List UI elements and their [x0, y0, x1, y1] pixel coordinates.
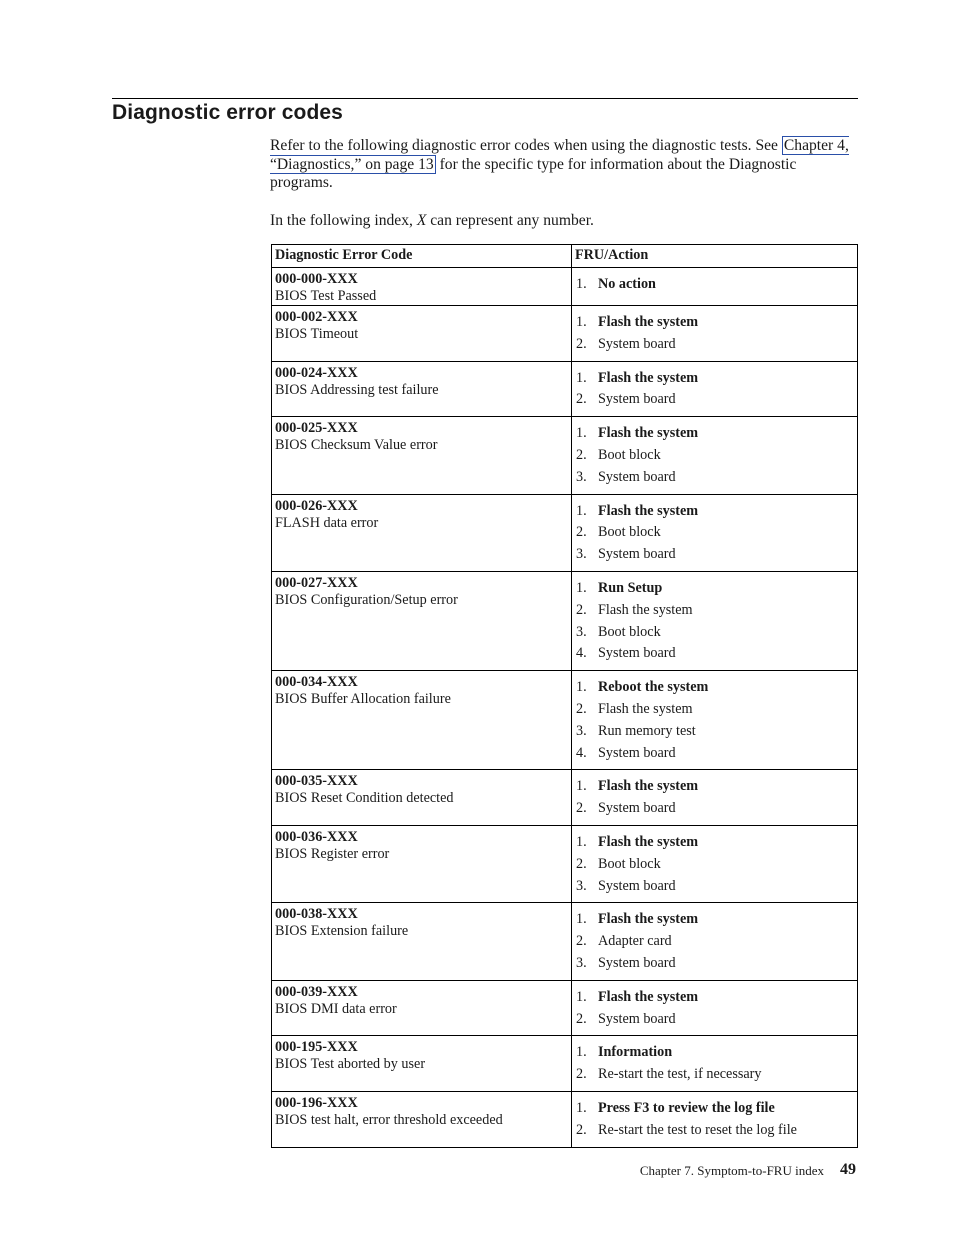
- action-item: [576, 312, 853, 334]
- intro-paragraph: [270, 137, 860, 193]
- action-item: [576, 1064, 853, 1086]
- action-number: 3.: [576, 468, 587, 485]
- action-text: Adapter card: [598, 933, 672, 950]
- action-text: Flash the system: [598, 601, 693, 618]
- error-code: 000-024-XXX: [275, 364, 358, 381]
- action-number: 3.: [576, 954, 587, 971]
- fru-action-cell: [572, 268, 858, 306]
- action-text: System board: [598, 391, 676, 408]
- error-description: BIOS Checksum Value error: [275, 437, 438, 454]
- action-text: System board: [598, 877, 676, 894]
- action-number: 2.: [576, 700, 587, 717]
- table-row: [272, 903, 858, 980]
- action-item: [576, 274, 853, 296]
- action-list: [576, 1098, 853, 1142]
- index-note: [270, 212, 594, 230]
- action-number: 4.: [576, 645, 587, 662]
- action-text: Boot block: [598, 446, 661, 463]
- error-description: BIOS Register error: [275, 845, 390, 862]
- error-code-table: [271, 244, 858, 1148]
- action-number: 4.: [576, 744, 587, 761]
- error-code-cell: [272, 1091, 572, 1147]
- fru-action-cell: [572, 571, 858, 670]
- error-code-cell: [272, 671, 572, 770]
- action-text: Flash the system: [598, 700, 693, 717]
- action-text: Reboot the system: [598, 679, 709, 696]
- fru-action-cell: [572, 825, 858, 902]
- action-number: 3.: [576, 623, 587, 640]
- error-code-cell: [272, 825, 572, 902]
- error-description: BIOS test halt, error threshold exceeded: [275, 1111, 503, 1128]
- error-description: BIOS Extension failure: [275, 923, 409, 940]
- action-item: [576, 423, 853, 445]
- action-number: 2.: [576, 391, 587, 408]
- action-item: [576, 909, 853, 931]
- action-text: Information: [598, 1044, 673, 1061]
- action-list: [576, 987, 853, 1031]
- action-text: Press F3 to review the log file: [598, 1099, 775, 1116]
- error-code-cell: [272, 306, 572, 362]
- action-number: 1.: [576, 988, 587, 1005]
- action-text: Boot block: [598, 524, 661, 541]
- intro-text-1: Refer to the following diagnostic error codes when using the diagnostic tests. See: [270, 137, 782, 154]
- error-description: FLASH data error: [275, 514, 379, 531]
- error-code: 000-195-XXX: [275, 1039, 358, 1056]
- action-item: [576, 600, 853, 622]
- action-text: Flash the system: [598, 833, 699, 850]
- action-list: [576, 1042, 853, 1086]
- action-item: [576, 931, 853, 953]
- table-row: [272, 361, 858, 417]
- action-item: [576, 389, 853, 411]
- action-number: 2.: [576, 933, 587, 950]
- error-code: 000-034-XXX: [275, 674, 358, 691]
- action-number: 1.: [576, 679, 587, 696]
- action-number: 1.: [576, 833, 587, 850]
- index-variable: X: [416, 212, 427, 229]
- action-item: [576, 876, 853, 898]
- error-code-cell: [272, 571, 572, 670]
- error-code: 000-035-XXX: [275, 773, 358, 790]
- error-description: BIOS Reset Condition detected: [275, 790, 454, 807]
- action-item: [576, 854, 853, 876]
- action-number: 3.: [576, 546, 587, 563]
- action-item: [576, 1042, 853, 1064]
- error-code-cell: [272, 417, 572, 494]
- action-text: System board: [598, 800, 676, 817]
- header-fru-action: FRU/Action: [572, 245, 858, 268]
- error-code: 000-025-XXX: [275, 420, 358, 437]
- action-list: [576, 776, 853, 820]
- action-text: Flash the system: [598, 502, 699, 519]
- action-item: [576, 987, 853, 1009]
- error-code: 000-000-XXX: [275, 271, 358, 287]
- table-body: [272, 268, 858, 1148]
- error-code: 000-026-XXX: [275, 497, 358, 514]
- error-code-cell: [272, 770, 572, 826]
- fru-action-cell: [572, 306, 858, 362]
- error-code: 000-196-XXX: [275, 1094, 358, 1111]
- action-text: Re-start the test, if necessary: [598, 1066, 762, 1083]
- fru-action-cell: [572, 1036, 858, 1092]
- action-list: [576, 909, 853, 974]
- table-row: [272, 980, 858, 1036]
- action-text: System board: [598, 954, 676, 971]
- action-number: 1.: [576, 1099, 587, 1116]
- action-number: 1.: [576, 778, 587, 795]
- action-item: [576, 501, 853, 523]
- action-item: [576, 643, 853, 665]
- error-code-cell: [272, 1036, 572, 1092]
- action-text: Flash the system: [598, 369, 699, 386]
- action-item: [576, 743, 853, 765]
- action-item: [576, 832, 853, 854]
- action-text: System board: [598, 335, 676, 352]
- action-text: System board: [598, 546, 676, 563]
- action-item: [576, 798, 853, 820]
- action-text: Flash the system: [598, 778, 699, 795]
- action-number: 2.: [576, 1121, 587, 1138]
- table-row: [272, 770, 858, 826]
- error-code: 000-036-XXX: [275, 828, 358, 845]
- action-number: 1.: [576, 579, 587, 596]
- action-text: System board: [598, 744, 676, 761]
- action-number: 2.: [576, 855, 587, 872]
- action-text: System board: [598, 468, 676, 485]
- table-row: [272, 671, 858, 770]
- action-text: Flash the system: [598, 314, 699, 330]
- error-code: 000-002-XXX: [275, 309, 358, 325]
- action-text: Boot block: [598, 623, 661, 640]
- action-number: 1.: [576, 425, 587, 442]
- error-description: BIOS Configuration/Setup error: [275, 591, 458, 608]
- table-row: [272, 1036, 858, 1092]
- table-row: [272, 825, 858, 902]
- footer-chapter: Chapter 7. Symptom-to-FRU index: [639, 1163, 824, 1178]
- action-number: 2.: [576, 524, 587, 541]
- error-description: BIOS DMI data error: [275, 1000, 397, 1017]
- action-text: Re-start the test to reset the log file: [598, 1121, 797, 1138]
- action-number: 1.: [576, 1044, 587, 1061]
- chapter-4-link[interactable]: Chapter 4, “Diagnostics,” on page 13: [270, 137, 849, 173]
- error-code-cell: [272, 980, 572, 1036]
- intro-text-2: for the specific type for information about the Diagnostic programs.: [270, 155, 797, 191]
- fru-action-cell: [572, 903, 858, 980]
- action-text: Boot block: [598, 855, 661, 872]
- action-item: [576, 1009, 853, 1031]
- error-code: 000-039-XXX: [275, 983, 358, 1000]
- action-number: 1.: [576, 369, 587, 386]
- action-number: 2.: [576, 800, 587, 817]
- action-number: 2.: [576, 1010, 587, 1027]
- action-list: [576, 274, 853, 296]
- action-text: No action: [598, 276, 656, 292]
- fru-action-cell: [572, 671, 858, 770]
- error-code: 000-027-XXX: [275, 574, 358, 591]
- action-item: [576, 699, 853, 721]
- error-description: BIOS Addressing test failure: [275, 381, 439, 398]
- action-number: 1.: [576, 314, 587, 330]
- action-list: [576, 501, 853, 566]
- action-number: 2.: [576, 1066, 587, 1083]
- fru-action-cell: [572, 417, 858, 494]
- table-row: [272, 571, 858, 670]
- action-text: Flash the system: [598, 911, 699, 928]
- action-number: 3.: [576, 877, 587, 894]
- action-text: Run Setup: [598, 579, 663, 596]
- action-number: 2.: [576, 601, 587, 618]
- table-row: [272, 494, 858, 571]
- action-text: Flash the system: [598, 988, 699, 1005]
- table-row: [272, 1091, 858, 1147]
- action-item: [576, 721, 853, 743]
- page-title: Diagnostic error codes: [112, 101, 343, 124]
- header-error-code: Diagnostic Error Code: [272, 245, 572, 268]
- action-item: [576, 445, 853, 467]
- action-text: System board: [598, 645, 676, 662]
- fru-action-cell: [572, 361, 858, 417]
- action-item: [576, 1120, 853, 1142]
- action-item: [576, 677, 853, 699]
- action-number: 2.: [576, 335, 587, 352]
- action-list: [576, 423, 853, 488]
- action-item: [576, 544, 853, 566]
- table-row: [272, 306, 858, 362]
- error-description: BIOS Test aborted by user: [275, 1056, 426, 1073]
- heading-rule: [112, 98, 858, 99]
- action-item: [576, 522, 853, 544]
- action-number: 1.: [576, 911, 587, 928]
- action-item: [576, 578, 853, 600]
- action-item: [576, 622, 853, 644]
- action-text: Run memory test: [598, 722, 696, 739]
- action-item: [576, 776, 853, 798]
- action-number: 1.: [576, 276, 587, 292]
- action-list: [576, 578, 853, 665]
- action-number: 2.: [576, 446, 587, 463]
- action-item: [576, 467, 853, 489]
- error-description: BIOS Buffer Allocation failure: [275, 691, 451, 708]
- error-code-cell: [272, 494, 572, 571]
- action-list: [576, 832, 853, 897]
- action-list: [576, 677, 853, 764]
- error-code-cell: [272, 268, 572, 306]
- action-item: [576, 953, 853, 975]
- fru-action-cell: [572, 770, 858, 826]
- action-text: Flash the system: [598, 425, 699, 442]
- action-item: [576, 334, 853, 356]
- action-list: [576, 368, 853, 412]
- error-code-cell: [272, 903, 572, 980]
- action-number: 3.: [576, 722, 587, 739]
- fru-action-cell: [572, 494, 858, 571]
- table-header-row: [272, 245, 858, 268]
- action-list: [576, 312, 853, 356]
- fru-action-cell: [572, 980, 858, 1036]
- action-number: 1.: [576, 502, 587, 519]
- error-description: BIOS Timeout: [275, 326, 359, 342]
- index-note-text-1: In the following index,: [270, 212, 417, 229]
- table-row: [272, 268, 858, 306]
- table-row: [272, 417, 858, 494]
- action-item: [576, 368, 853, 390]
- error-code: 000-038-XXX: [275, 906, 358, 923]
- error-description: BIOS Test Passed: [275, 288, 377, 304]
- fru-action-cell: [572, 1091, 858, 1147]
- action-item: [576, 1098, 853, 1120]
- page-number: 49: [840, 1161, 856, 1178]
- error-code-cell: [272, 361, 572, 417]
- action-text: System board: [598, 1010, 676, 1027]
- index-note-text-2: can represent any number.: [426, 212, 594, 229]
